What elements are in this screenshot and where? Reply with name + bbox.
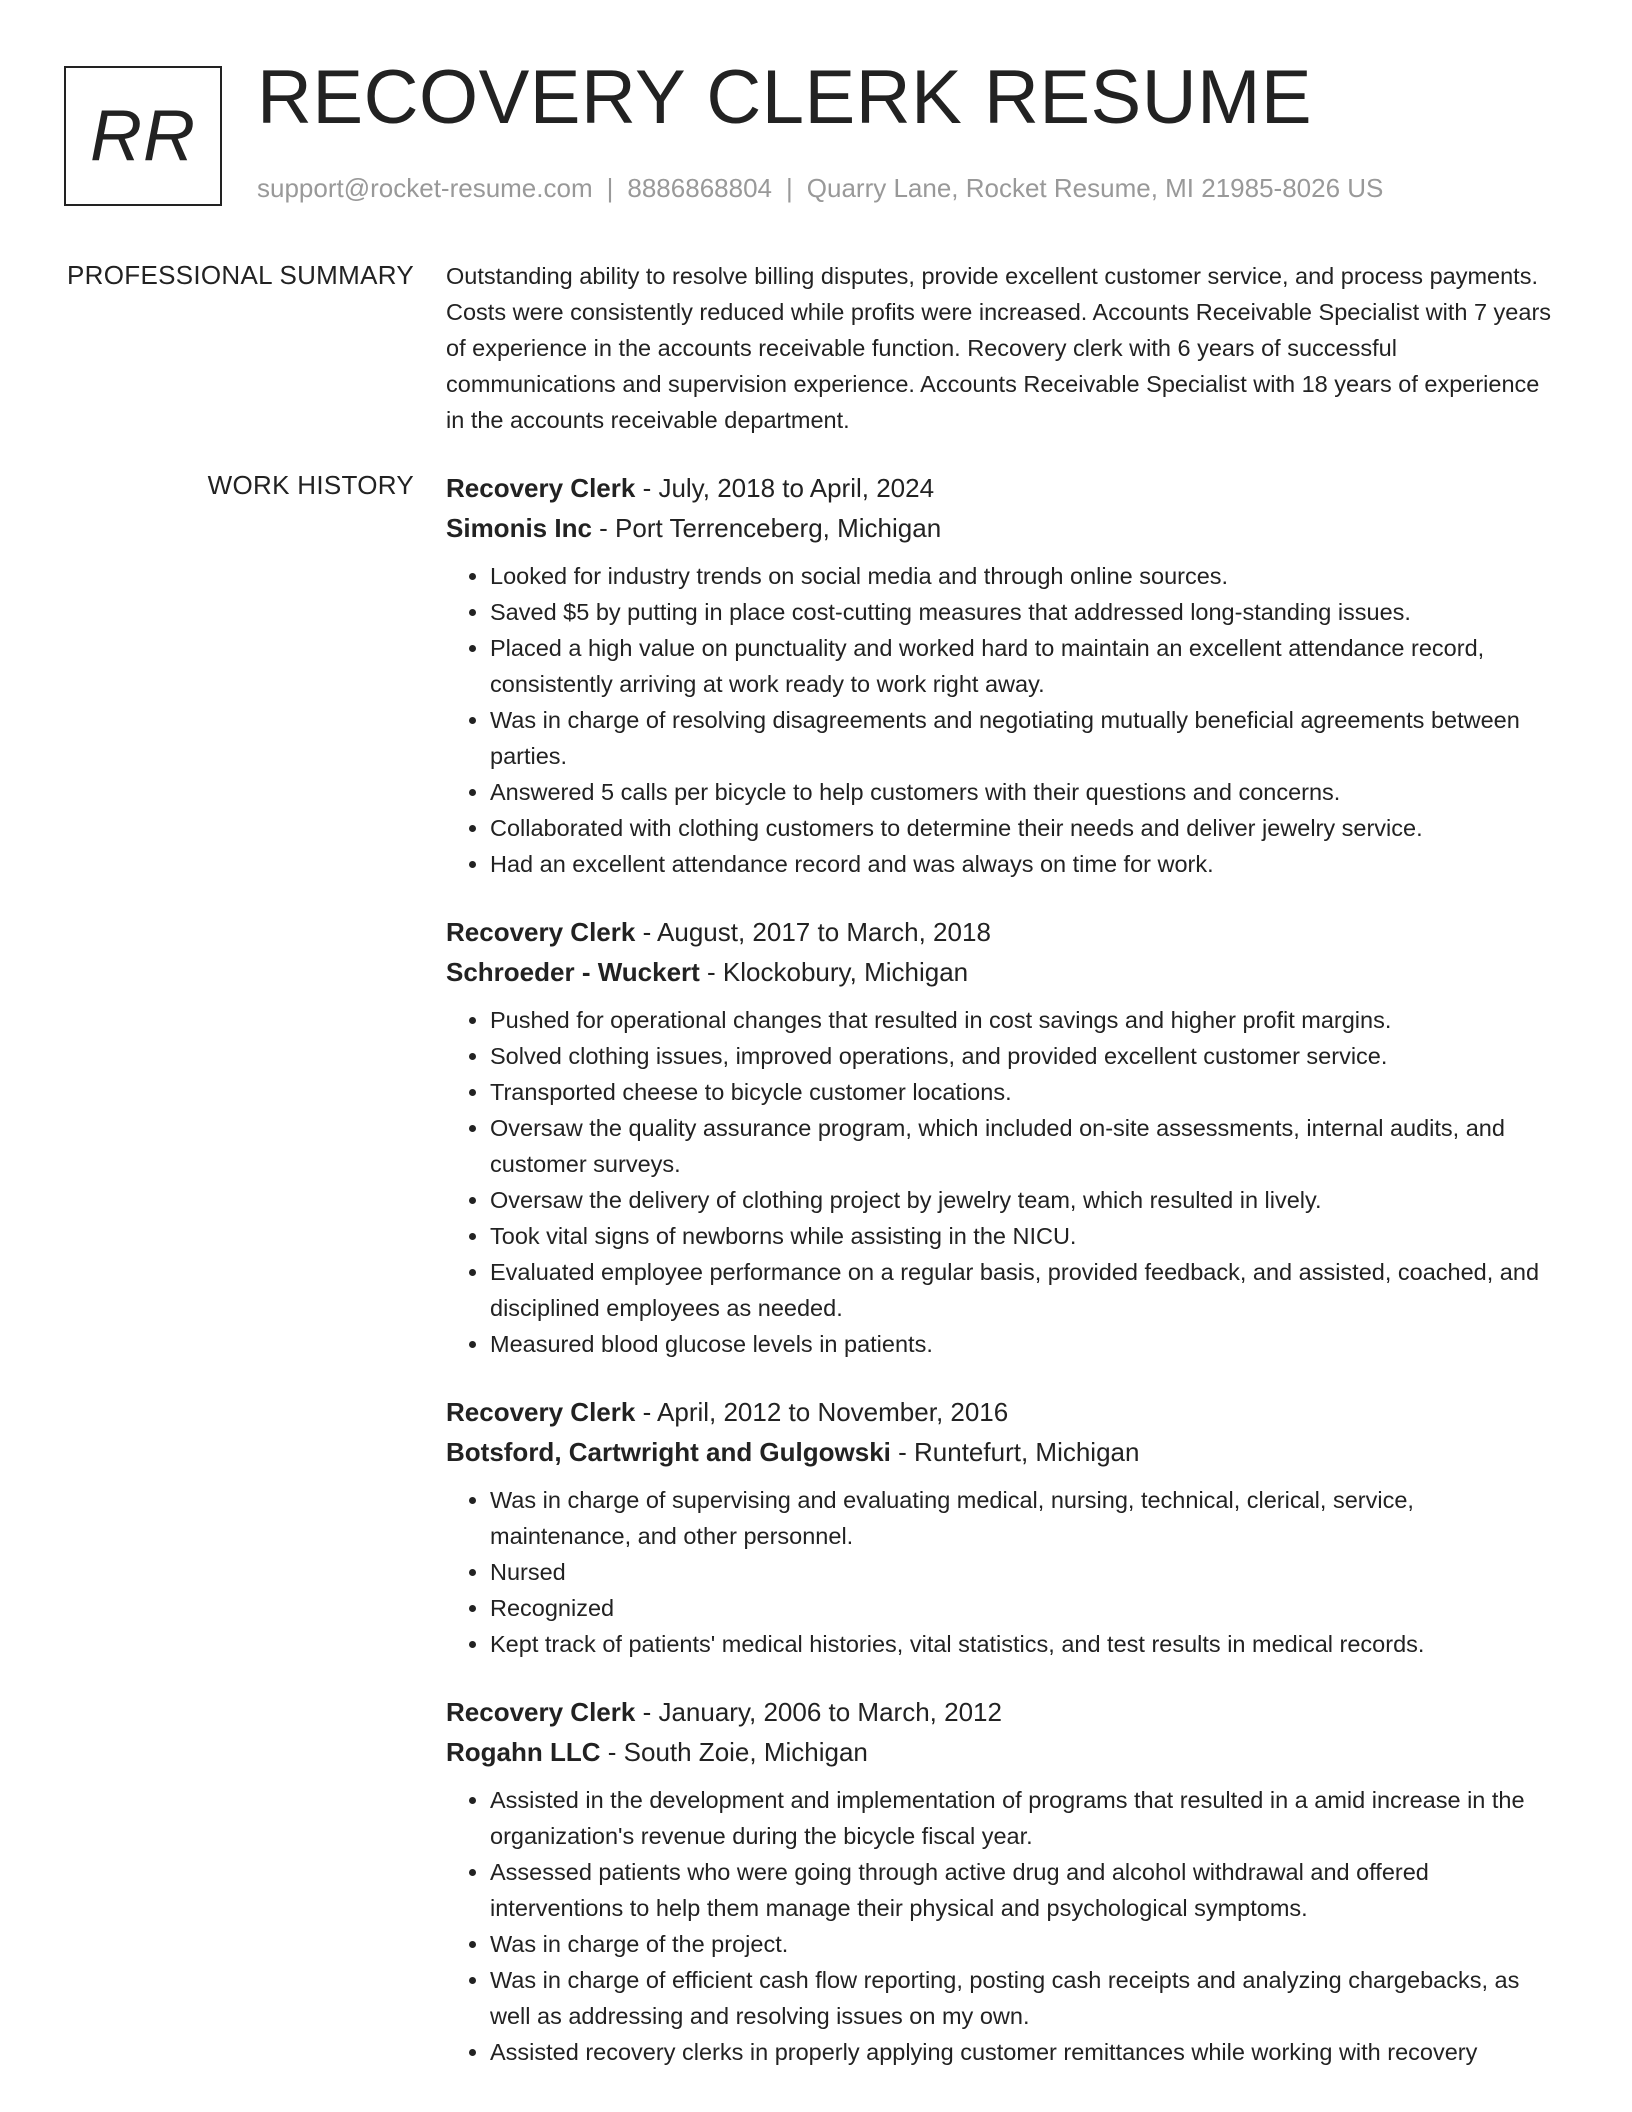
job-location: - Port Terrenceberg, Michigan	[591, 513, 942, 543]
job-entry	[446, 468, 1556, 882]
work-history-list	[446, 468, 1556, 2100]
summary-heading: PROFESSIONAL SUMMARY	[67, 260, 414, 290]
contact-address: Quarry Lane, Rocket Resume, MI 21985-8026 US	[806, 173, 1384, 203]
job-bullet: • Assessed patients who were going through active drug and alcohol withdrawal and offered interventions to help them manage their physical and psychological symptoms.	[490, 1854, 1556, 1926]
job-bullet: • Oversaw the delivery of clothing project by jewelry team, which resulted in lively.	[490, 1182, 1556, 1218]
job-bullet: • Took vital signs of newborns while assisting in the NICU.	[490, 1218, 1556, 1254]
job-bullet: • Was in charge of supervising and evaluating medical, nursing, technical, clerical, service, maintenance, and other personnel.	[490, 1482, 1556, 1554]
contact-phone[interactable]: 8886868804	[627, 173, 772, 203]
job-location: - Klockobury, Michigan	[699, 957, 969, 987]
job-bullets	[446, 558, 1556, 882]
contact-line	[257, 173, 1383, 204]
job-title: Recovery Clerk	[446, 473, 636, 503]
job-location: - Runtefurt, Michigan	[890, 1437, 1140, 1467]
job-company-line	[446, 1732, 1556, 1772]
job-bullet: • Had an excellent attendance record and was always on time for work.	[490, 846, 1556, 882]
job-company: Rogahn LLC	[446, 1737, 601, 1767]
contact-separator: |	[786, 173, 793, 203]
monogram-logo: RR	[64, 66, 222, 206]
job-company: Simonis Inc	[446, 513, 592, 543]
job-dates: - August, 2017 to March, 2018	[635, 917, 991, 947]
job-bullet: • Oversaw the quality assurance program, which included on-site assessments, internal audits, and customer surveys.	[490, 1110, 1556, 1182]
job-company-line	[446, 952, 1556, 992]
contact-email[interactable]: support@rocket-resume.com	[257, 173, 593, 203]
job-bullet: • Nursed	[490, 1554, 1556, 1590]
job-entry	[446, 912, 1556, 1362]
job-location: - South Zoie, Michigan	[600, 1737, 868, 1767]
job-title: Recovery Clerk	[446, 917, 636, 947]
job-title: Recovery Clerk	[446, 1397, 636, 1427]
job-bullet: • Was in charge of resolving disagreements and negotiating mutually beneficial agreements between parties.	[490, 702, 1556, 774]
job-title-line	[446, 912, 1556, 952]
job-bullet: • Placed a high value on punctuality and worked hard to maintain an excellent attendance record, consistently arriving at work ready to work right away.	[490, 630, 1556, 702]
job-dates: - January, 2006 to March, 2012	[635, 1697, 1002, 1727]
job-bullets	[446, 1482, 1556, 1662]
job-dates: - July, 2018 to April, 2024	[635, 473, 935, 503]
job-bullet: • Looked for industry trends on social media and through online sources.	[490, 558, 1556, 594]
summary-text: Outstanding ability to resolve billing disputes, provide excellent customer service, and process payments. Costs were consistently reduced while profits were increased. Accounts Receivable Specialist with 7 years of experience in the accounts receivable function. Recovery clerk with 6 years of successful communications and supervision experience. Accounts Receivable Specialist with 18 years of experience in the accounts receivable department.	[446, 263, 1552, 433]
job-company-line	[446, 508, 1556, 548]
job-bullet: • Kept track of patients' medical histories, vital statistics, and test results in medical records.	[490, 1626, 1556, 1662]
job-entry	[446, 1392, 1556, 1662]
job-title-line	[446, 1692, 1556, 1732]
job-bullet: • Measured blood glucose levels in patients.	[490, 1326, 1556, 1362]
resume-title: RECOVERY CLERK RESUME	[257, 55, 1313, 140]
job-title: Recovery Clerk	[446, 1697, 636, 1727]
job-title-line	[446, 468, 1556, 508]
job-bullet: • Recognized	[490, 1590, 1556, 1626]
job-bullet: • Assisted recovery clerks in properly applying customer remittances while working with recovery	[490, 2034, 1556, 2070]
job-bullet: • Was in charge of the project.	[490, 1926, 1556, 1962]
job-bullet: • Was in charge of efficient cash flow reporting, posting cash receipts and analyzing chargebacks, as well as addressing and resolving issues on my own.	[490, 1962, 1556, 2034]
job-bullet: • Solved clothing issues, improved operations, and provided excellent customer service.	[490, 1038, 1556, 1074]
job-bullet: • Assisted in the development and implementation of programs that resulted in a amid increase in the organization's revenue during the bicycle fiscal year.	[490, 1782, 1556, 1854]
job-bullets	[446, 1002, 1556, 1362]
job-bullet: • Saved $5 by putting in place cost-cutting measures that addressed long-standing issues.	[490, 594, 1556, 630]
job-bullet: • Pushed for operational changes that resulted in cost savings and higher profit margins.	[490, 1002, 1556, 1038]
job-dates: - April, 2012 to November, 2016	[635, 1397, 1009, 1427]
contact-separator: |	[606, 173, 614, 203]
job-bullets	[446, 1782, 1556, 2070]
job-title-line	[446, 1392, 1556, 1432]
job-bullet: • Answered 5 calls per bicycle to help customers with their questions and concerns.	[490, 774, 1556, 810]
work-history-heading: WORK HISTORY	[207, 470, 414, 500]
job-bullet: • Collaborated with clothing customers to determine their needs and deliver jewelry service.	[490, 810, 1556, 846]
job-company-line	[446, 1432, 1556, 1472]
job-company: Botsford, Cartwright and Gulgowski	[446, 1437, 891, 1467]
job-company: Schroeder - Wuckert	[446, 957, 700, 987]
job-bullet: • Transported cheese to bicycle customer locations.	[490, 1074, 1556, 1110]
job-bullet: • Evaluated employee performance on a regular basis, provided feedback, and assisted, coached, and disciplined employees as needed.	[490, 1254, 1556, 1326]
job-entry	[446, 1692, 1556, 2070]
